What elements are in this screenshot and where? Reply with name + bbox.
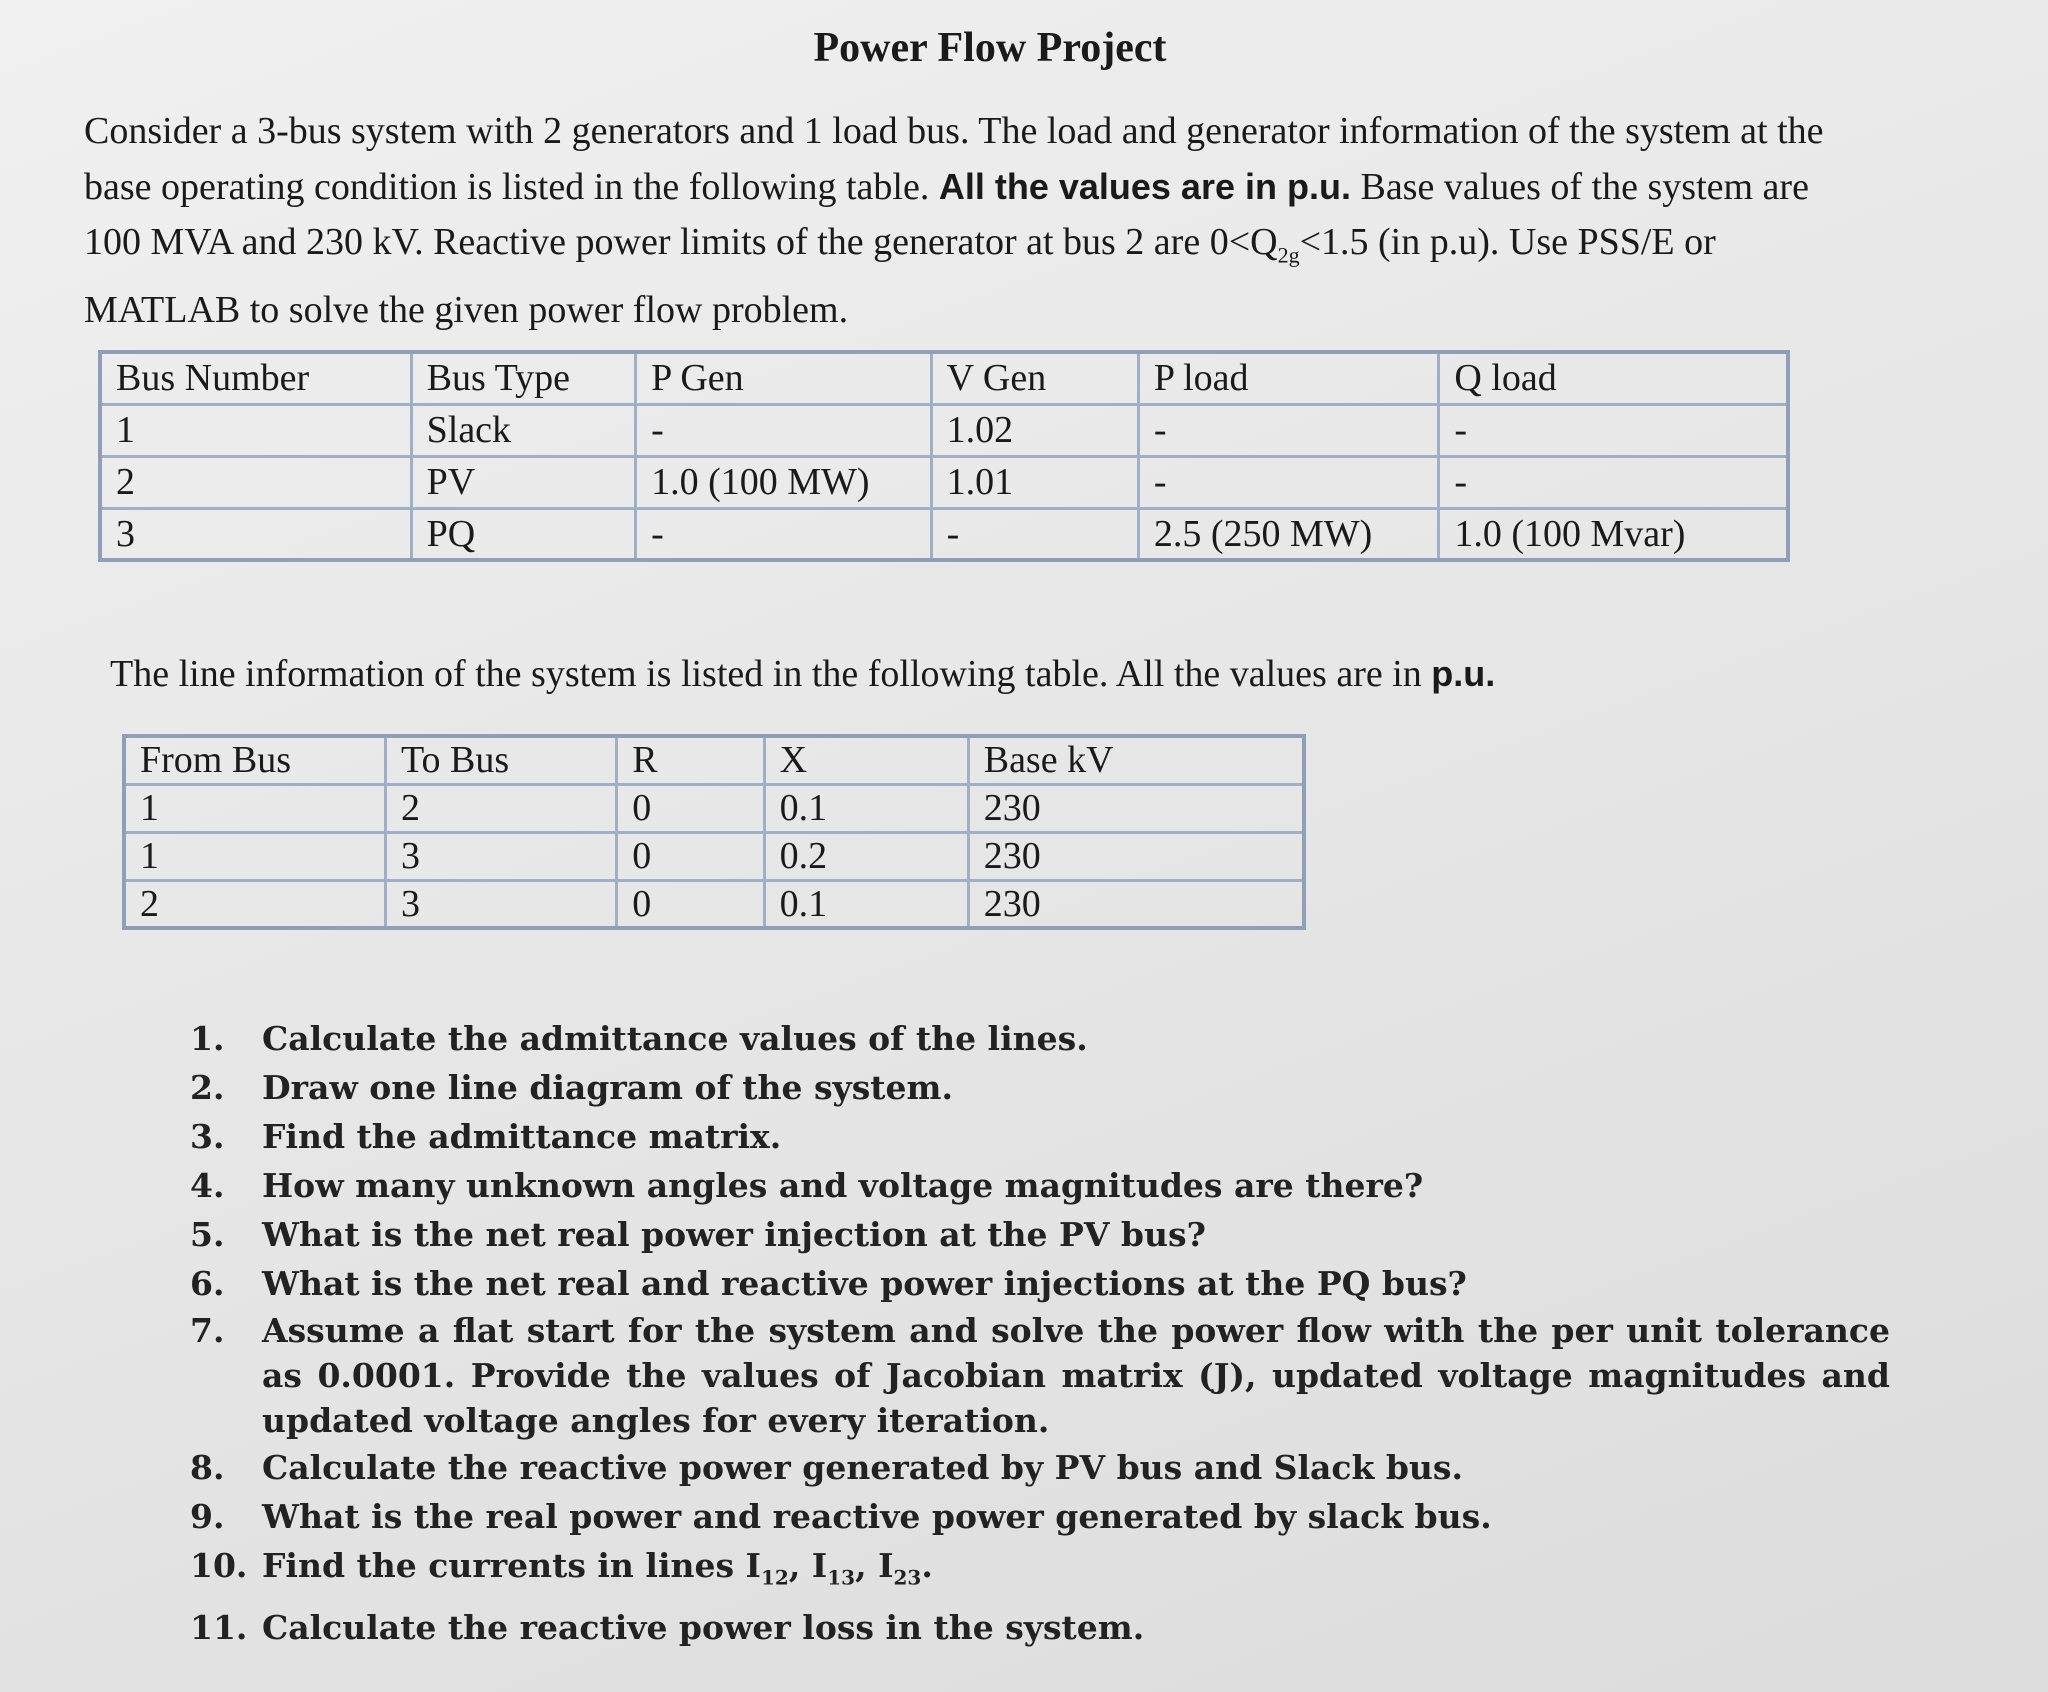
table-cell: - <box>636 508 932 560</box>
question-list <box>190 1014 1890 1652</box>
list-item <box>190 1014 1890 1063</box>
item-text: What is the net real and reactive power injections at the PQ bus? <box>262 1264 1467 1303</box>
intro-subscript: 2g <box>1277 242 1300 268</box>
table-cell: 1 <box>124 832 385 880</box>
list-item <box>190 1210 1890 1259</box>
bus-data-table <box>98 350 1790 562</box>
header-to-bus: To Bus <box>385 736 616 784</box>
item-number: 7. <box>190 1311 225 1350</box>
table-cell: - <box>1138 456 1438 508</box>
table-cell: 230 <box>968 880 1304 928</box>
list-item <box>190 1161 1890 1210</box>
item-text: Find the admittance matrix. <box>262 1117 782 1156</box>
header-v-gen: V Gen <box>931 352 1138 404</box>
intro-text-1: Consider a 3-bus system with 2 generators and 1 load bus. The load and generator information of the system at the base operating condition is listed in the following table. <box>84 110 1824 208</box>
list-item <box>190 1492 1890 1541</box>
table-cell: 2 <box>124 880 385 928</box>
item-text-pre: Find the currents in lines I <box>262 1546 761 1585</box>
table-cell: 2 <box>100 456 411 508</box>
header-x: X <box>764 736 968 784</box>
item-number: 2. <box>190 1068 225 1107</box>
table-cell: 230 <box>968 784 1304 832</box>
item-text: Assume a flat start for the system and solve the power flow with the per unit tolerance as 0.0001. Provide the values of Jacobian matrix (J), updated voltage magnitudes and updated voltage angles for every iteration. <box>262 1311 1890 1440</box>
list-item <box>190 1603 1890 1652</box>
separator: , I <box>855 1546 894 1585</box>
intro-paragraph <box>84 104 1854 338</box>
table-row <box>124 880 1304 928</box>
table-cell: Slack <box>411 404 635 456</box>
table-cell: 0.1 <box>764 880 968 928</box>
line-intro-text: The line information of the system is listed in the following table. All the values are in <box>110 653 1422 695</box>
item-text: What is the net real power injection at the PV bus? <box>262 1215 1206 1254</box>
list-item <box>190 1541 1890 1603</box>
table-cell: 0.1 <box>764 784 968 832</box>
header-from-bus: From Bus <box>124 736 385 784</box>
item-number: 6. <box>190 1264 225 1303</box>
table-cell: 3 <box>100 508 411 560</box>
header-r: R <box>617 736 764 784</box>
intro-text-2: Base values of the system are 100 MVA and 230 kV. Reactive power limits of the generator at bus 2 are 0<Q <box>84 166 1809 263</box>
line-intro-bold: p.u. <box>1431 653 1496 694</box>
item-text: Draw one line diagram of the system. <box>262 1068 953 1107</box>
table-cell: PQ <box>411 508 635 560</box>
item-number: 1. <box>190 1019 225 1058</box>
table-cell: 0 <box>617 832 764 880</box>
header-bus-number: Bus Number <box>100 352 411 404</box>
item-text: What is the real power and reactive power generated by slack bus. <box>262 1497 1492 1536</box>
item-text: Calculate the reactive power loss in the system. <box>262 1607 1145 1647</box>
table-header-row <box>100 352 1788 404</box>
list-item <box>190 1063 1890 1112</box>
table-cell: - <box>1138 404 1438 456</box>
table-cell: 3 <box>385 832 616 880</box>
separator: , I <box>788 1546 828 1585</box>
page-title: Power Flow Project <box>813 25 1167 71</box>
item-number: 11. <box>190 1607 248 1647</box>
list-item <box>190 1112 1890 1161</box>
item-number: 5. <box>190 1215 225 1254</box>
header-base-kv: Base kV <box>968 736 1304 784</box>
table-cell: - <box>1439 404 1788 456</box>
item-number: 10. <box>190 1546 248 1585</box>
header-p-load: P load <box>1138 352 1438 404</box>
table-row <box>100 508 1788 560</box>
table-row <box>124 832 1304 880</box>
table-cell: 2 <box>385 784 616 832</box>
item-text: Calculate the admittance values of the lines. <box>262 1019 1088 1058</box>
table-cell: 1 <box>124 784 385 832</box>
table-header-row <box>124 736 1304 784</box>
table-row <box>100 404 1788 456</box>
list-item <box>190 1259 1890 1308</box>
table-row <box>124 784 1304 832</box>
header-p-gen: P Gen <box>636 352 932 404</box>
table-cell: 0.2 <box>764 832 968 880</box>
table-row <box>100 456 1788 508</box>
item-text: Calculate the reactive power generated by PV bus and Slack bus. <box>262 1448 1463 1487</box>
item-number: 4. <box>190 1166 225 1205</box>
list-item <box>190 1443 1890 1492</box>
item-text-end: . <box>921 1546 933 1585</box>
intro-bold-text: All the values are in p.u. <box>938 166 1351 207</box>
table-cell: 3 <box>385 880 616 928</box>
item-number: 9. <box>190 1497 225 1536</box>
header-bus-type: Bus Type <box>411 352 635 404</box>
subscript-13: 13 <box>827 1565 856 1590</box>
subscript-12: 12 <box>760 1565 789 1590</box>
table-cell: 1 <box>100 404 411 456</box>
table-cell: PV <box>411 456 635 508</box>
table-cell: 1.0 (100 Mvar) <box>1439 508 1788 560</box>
subscript-23: 23 <box>893 1565 922 1590</box>
item-text: How many unknown angles and voltage magnitudes are there? <box>262 1166 1424 1205</box>
table-cell: 2.5 (250 MW) <box>1138 508 1438 560</box>
table-cell: - <box>931 508 1138 560</box>
table-cell: 1.01 <box>931 456 1138 508</box>
table-cell: 0 <box>617 880 764 928</box>
line-info-paragraph <box>110 652 1495 696</box>
header-q-load: Q load <box>1439 352 1788 404</box>
table-cell: 0 <box>617 784 764 832</box>
table-cell: - <box>1439 456 1788 508</box>
table-cell: 230 <box>968 832 1304 880</box>
intro-text-3: <1.5 (in p.u). Use PSS/E or MATLAB to solve the given power flow problem. <box>84 221 1716 331</box>
table-cell: - <box>636 404 932 456</box>
line-data-table <box>122 734 1306 930</box>
item-number: 8. <box>190 1448 225 1487</box>
table-cell: 1.0 (100 MW) <box>636 456 932 508</box>
table-cell: 1.02 <box>931 404 1138 456</box>
item-number: 3. <box>190 1117 225 1156</box>
list-item <box>190 1308 1890 1443</box>
